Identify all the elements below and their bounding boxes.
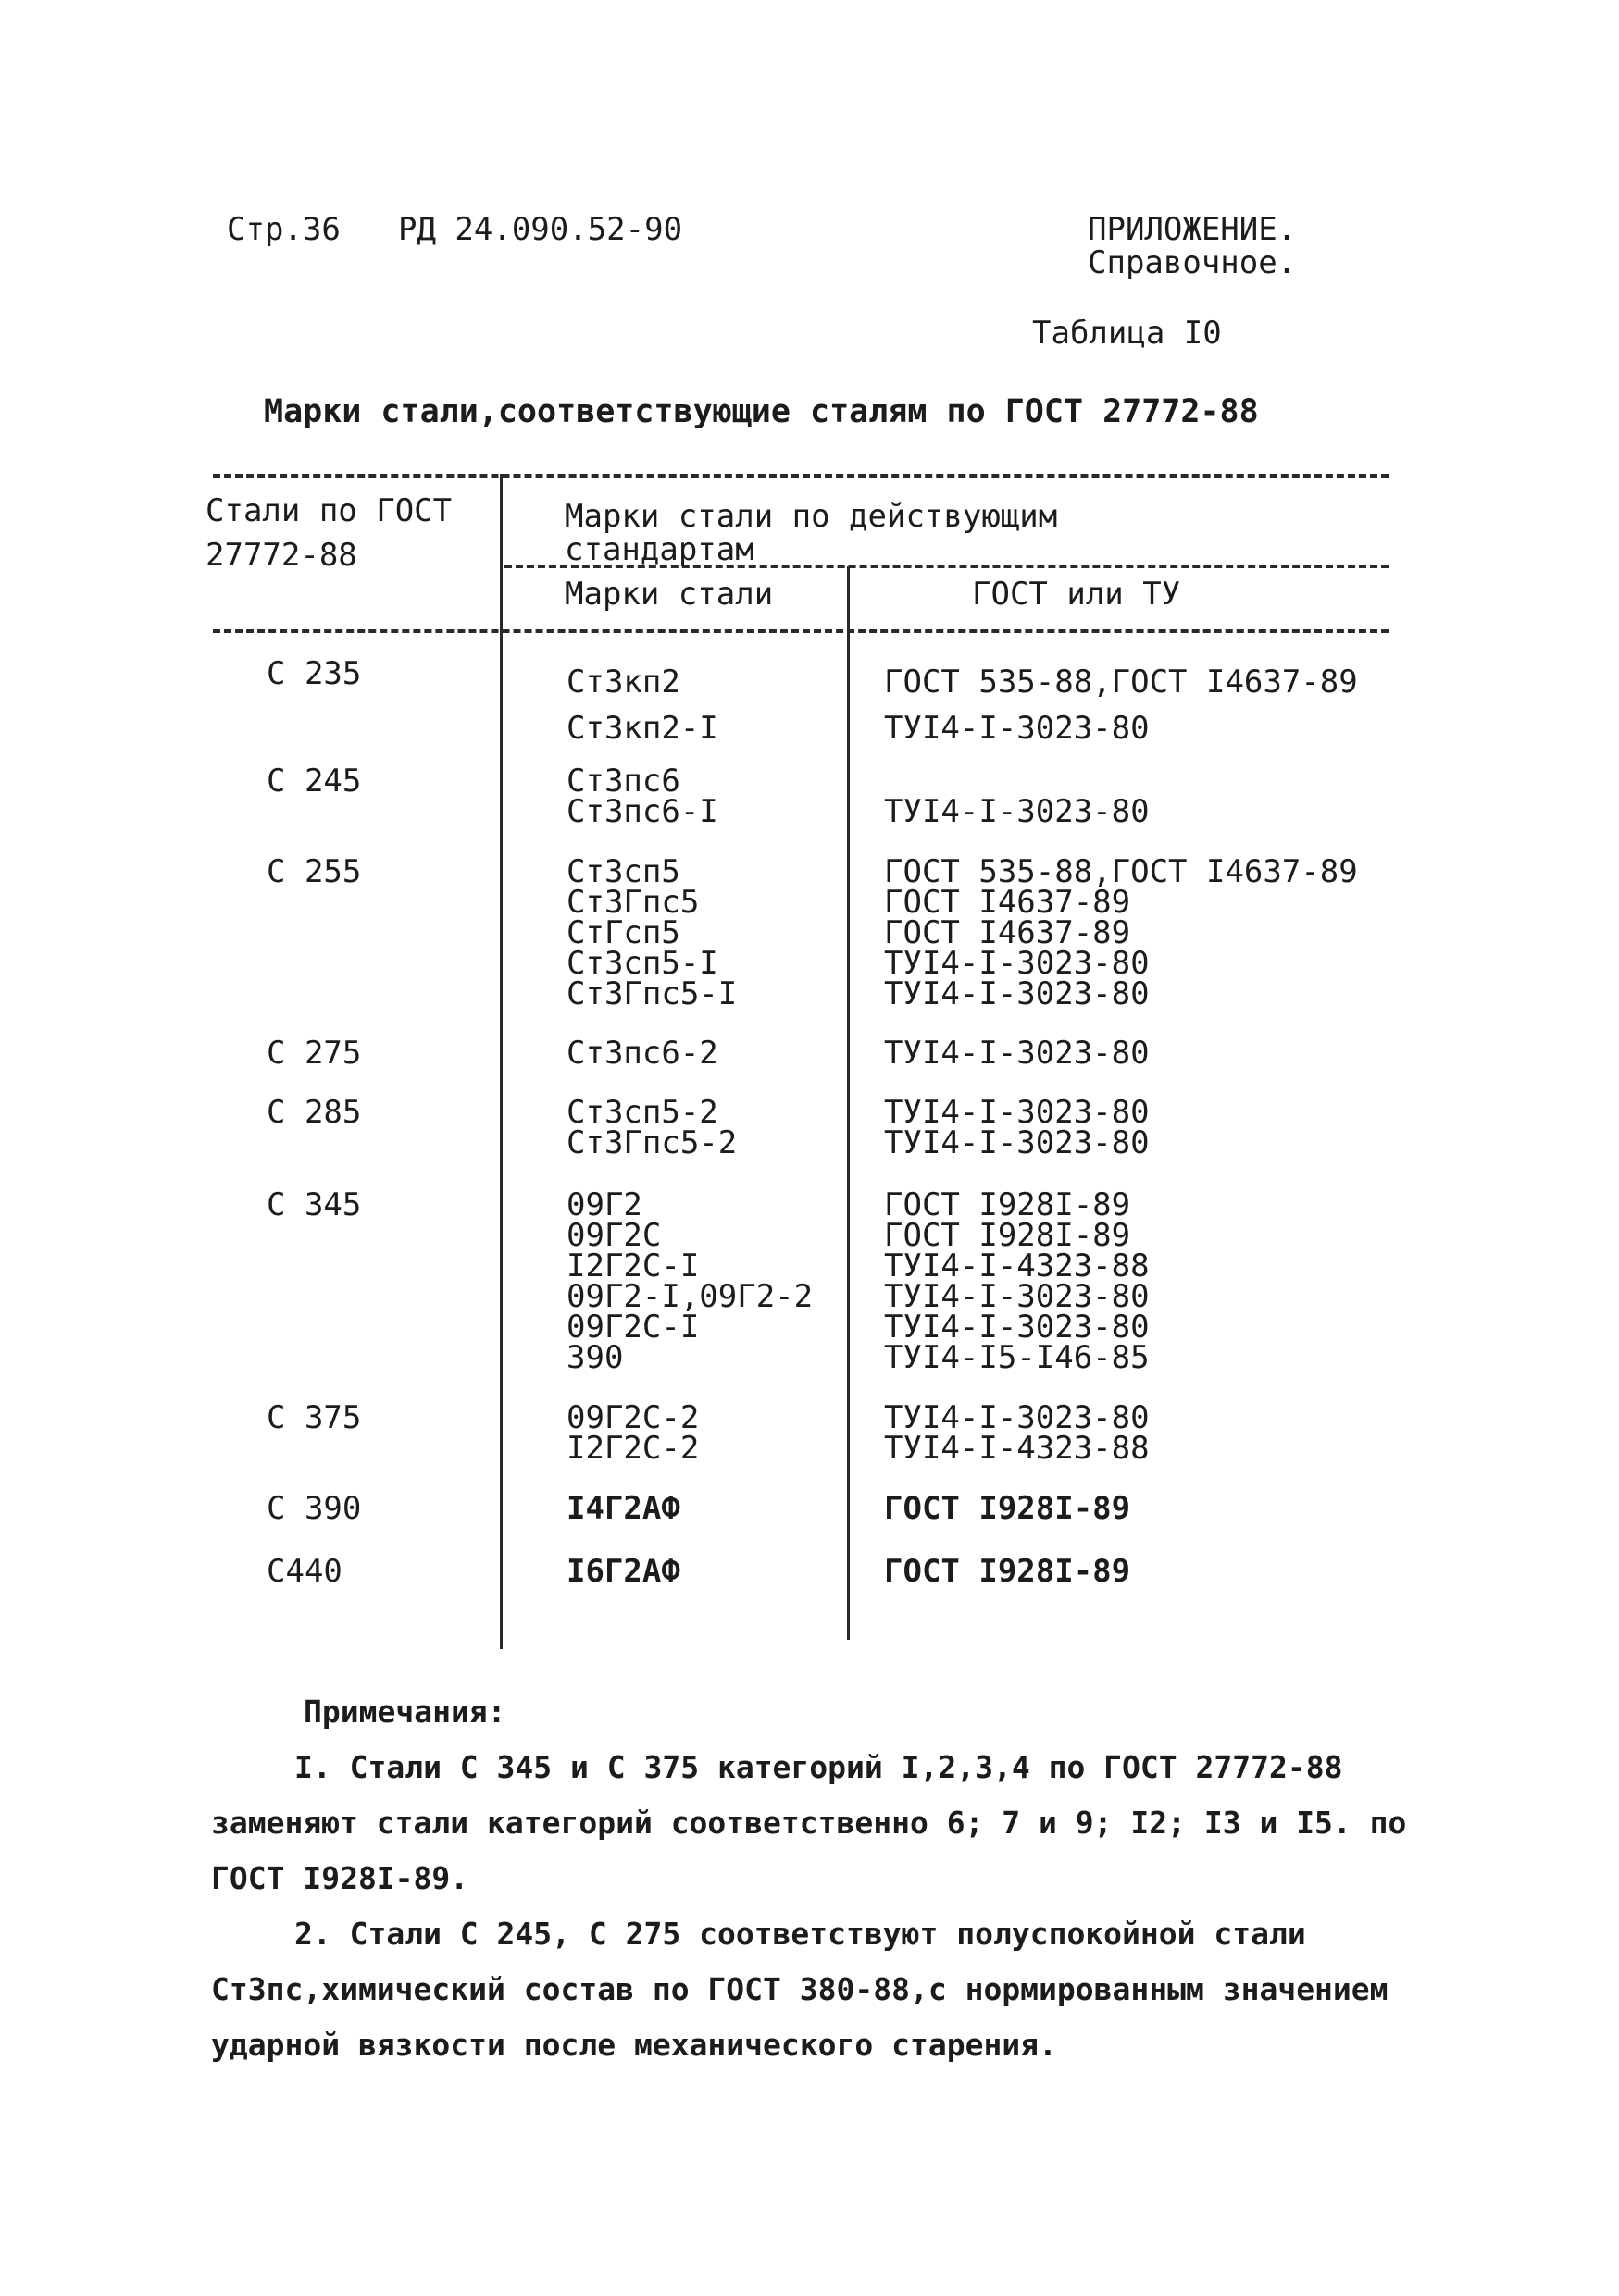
table-row-grades bbox=[567, 659, 718, 751]
grade: 09Г2С bbox=[567, 1217, 662, 1254]
standard: ГОСТ I928I-89 bbox=[884, 1553, 1131, 1590]
standard: ТУI4-I-3023-80 bbox=[884, 1399, 1150, 1436]
table-row-standards bbox=[884, 1553, 1131, 1590]
table-row-standards bbox=[884, 1490, 1131, 1527]
grade: Ст3кп2 bbox=[567, 664, 680, 701]
table-row-steel: С 275 bbox=[267, 1035, 362, 1072]
table-row-grades bbox=[567, 1490, 680, 1527]
standard: ТУI4-I-4323-88 bbox=[884, 1247, 1150, 1285]
standard: ГОСТ 535-88,ГОСТ I4637-89 bbox=[884, 664, 1358, 701]
grade: Ст3Гпс5-I bbox=[567, 975, 738, 1012]
grade: 09Г2С-2 bbox=[567, 1399, 700, 1436]
appendix-label: ПРИЛОЖЕНИЕ. bbox=[1088, 211, 1297, 248]
table-row-grades bbox=[567, 1186, 814, 1376]
standard: ТУI4-I-3023-80 bbox=[884, 1309, 1150, 1346]
note-item: 2. Стали С 245, С 275 соответствуют полуспокойной стали Ст3пс,химический состав по ГОСТ 380-88,с нормированным значением ударной вязкости после механического старения. bbox=[211, 1916, 1389, 2063]
note-item: I. Стали С 345 и С 375 категорий I,2,3,4 по ГОСТ 27772-88 заменяют стали категорий соответственно 6; 7 и 9; I2; I3 и I5. по ГОСТ I928I-89. bbox=[211, 1749, 1407, 1896]
page-number: Стр.36 bbox=[227, 211, 341, 248]
grade: Ст3пс6-2 bbox=[567, 1035, 718, 1072]
grade: 09Г2-I,09Г2-2 bbox=[567, 1278, 814, 1315]
table-row-steel: С 375 bbox=[267, 1399, 362, 1436]
grade: Ст3Гпс5 bbox=[567, 884, 700, 921]
table-row-standards bbox=[884, 659, 1358, 751]
standard: ГОСТ I4637-89 bbox=[884, 914, 1131, 951]
notes bbox=[211, 1684, 1442, 2073]
standard: ГОСТ 535-88,ГОСТ I4637-89 bbox=[884, 853, 1358, 890]
grade: Ст3сп5-2 bbox=[567, 1094, 718, 1131]
table-row-steel: С 235 bbox=[267, 655, 362, 692]
standard: ТУI4-I-3023-80 bbox=[884, 945, 1150, 982]
table-row-steel: С 285 bbox=[267, 1094, 362, 1131]
standard: ТУI4-I-3023-80 bbox=[884, 975, 1150, 1012]
grade: I2Г2С-2 bbox=[567, 1430, 700, 1467]
standard: ГОСТ I4637-89 bbox=[884, 884, 1131, 921]
grade: Ст3пс6 bbox=[567, 763, 680, 800]
column-divider-2 bbox=[847, 566, 850, 1640]
standard: ТУI4-I-3023-80 bbox=[884, 1094, 1150, 1131]
table-row-grades bbox=[567, 763, 718, 830]
table-row-steel: С 390 bbox=[267, 1490, 362, 1527]
column-header-grade: Марки стали bbox=[565, 576, 774, 613]
table-row-steel: С 255 bbox=[267, 853, 362, 890]
table-row-grades bbox=[567, 1553, 680, 1590]
standard: ТУI4-I-3023-80 bbox=[884, 1278, 1150, 1315]
column-header-group: Марки стали по действующим стандартам bbox=[565, 498, 1058, 568]
column-divider-1 bbox=[500, 474, 503, 1649]
grade: I2Г2С-I bbox=[567, 1247, 700, 1285]
grade: Ст3Гпс5-2 bbox=[567, 1124, 738, 1161]
grade: Ст3сп5-I bbox=[567, 945, 718, 982]
grade: I4Г2АФ bbox=[567, 1490, 680, 1527]
table-row-grades bbox=[567, 1035, 718, 1072]
table-row-steel: С440 bbox=[267, 1553, 342, 1590]
table-row-standards bbox=[884, 1094, 1150, 1161]
standard: ТУI4-I-3023-80 bbox=[884, 1035, 1150, 1072]
header-bottom-rule bbox=[213, 629, 1389, 633]
column-header-standard: ГОСТ или ТУ bbox=[972, 576, 1181, 613]
grade: 09Г2 bbox=[567, 1186, 642, 1223]
grade: Ст3пс6-I bbox=[567, 793, 718, 830]
standard: ТУI4-I-4323-88 bbox=[884, 1430, 1150, 1467]
grade: Ст3кп2-I bbox=[567, 710, 718, 747]
column-header-steel: Стали по ГОСТ 27772-88 bbox=[205, 492, 453, 574]
standard: ТУI4-I-3023-80 bbox=[884, 710, 1150, 747]
standard: ТУI4-I-3023-80 bbox=[884, 793, 1150, 830]
table-row-grades bbox=[567, 1094, 738, 1161]
table-row-standards bbox=[884, 1186, 1150, 1376]
table-title: Марки стали,соответствующие сталям по ГОСТ 27772-88 bbox=[264, 393, 1259, 430]
standard: ТУI4-I-3023-80 bbox=[884, 1124, 1150, 1161]
table-label: Таблица I0 bbox=[1032, 315, 1222, 352]
standard: ГОСТ I928I-89 bbox=[884, 1217, 1131, 1254]
appendix-type: Справочное. bbox=[1088, 244, 1297, 281]
grade: 09Г2С-I bbox=[567, 1309, 700, 1346]
grade: 390 bbox=[567, 1339, 624, 1376]
table-row-standards bbox=[884, 1035, 1150, 1072]
grade: Ст3сп5 bbox=[567, 853, 680, 890]
standard: ТУI4-I5-I46-85 bbox=[884, 1339, 1150, 1376]
table-row-standards bbox=[884, 853, 1358, 1012]
grade: СтГсп5 bbox=[567, 914, 680, 951]
table-row-steel: С 345 bbox=[267, 1186, 362, 1223]
document-code: РД 24.090.52-90 bbox=[398, 211, 683, 248]
grade: I6Г2АФ bbox=[567, 1553, 680, 1590]
top-rule bbox=[213, 474, 1389, 478]
table-row-standards bbox=[884, 766, 1150, 830]
table-row-grades bbox=[567, 853, 738, 1012]
standard: ГОСТ I928I-89 bbox=[884, 1490, 1131, 1527]
table-row-steel: С 245 bbox=[267, 763, 362, 800]
standard: ГОСТ I928I-89 bbox=[884, 1186, 1131, 1223]
table-row-standards bbox=[884, 1399, 1150, 1467]
table-row-grades bbox=[567, 1399, 700, 1467]
notes-heading: Примечания: bbox=[304, 1694, 506, 1730]
